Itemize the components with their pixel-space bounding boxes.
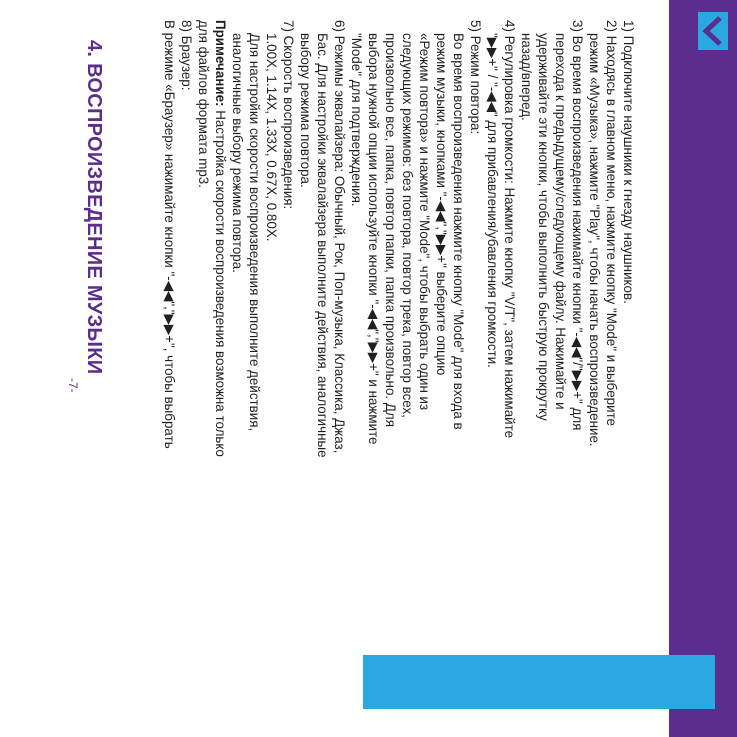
footer-band (669, 0, 737, 737)
list-item: 6) Режимы эквалайзера: Обычный, Рок, Поп-музыка, Классика, Джаз, (332, 20, 347, 454)
list-item: В режиме «Браузер» нажимайте кнопки "-◀◀","▶▶+", чтобы выбрать (162, 20, 177, 449)
list-item: "Mode" для подтверждения. (349, 33, 364, 207)
list-item: 7) Скорость воспроизведения: (281, 20, 296, 210)
list-item: удерживайте эти кнопки, чтобы выполнить быструю прокрутку (536, 33, 551, 421)
note-text: Настройка скорости воспроизведения возможна только (213, 106, 228, 457)
page-title: 4. ВОСПРОИЗВЕДЕНИЕ МУЗЫКИ (83, 40, 105, 375)
list-item: перехода к предыдущему/следующему файлу. Нажимайте и (553, 33, 568, 410)
list-item: 1) Подключите наушники к гнезду наушников. (621, 20, 636, 304)
list-item: режим «Музыка», нажмите "Play", чтобы начать воспроизведение. (587, 33, 602, 447)
list-item: следующих режимов: без повтора, повтор трека, повтор всех, (400, 33, 415, 418)
list-item: выбора нужной опции используйте кнопки "-◀◀","▶▶+" и нажмите (366, 33, 381, 445)
list-item: 4) Регулировка громкости: Нажмите кнопку "V/T", затем нажимайте (502, 20, 517, 439)
chevron-down-icon (698, 12, 728, 50)
list-item: Для настройки скорости воспроизведения выполните действия, (247, 33, 262, 432)
list-item: 3) Во время воспроизведения нажимайте кнопки "-◀◀"/"▶▶+" для (570, 20, 585, 431)
list-item: 5) Режим повтора: (468, 20, 483, 135)
list-item: 1.00X, 1.14X, 1.33X, 0.67X, 0.80X. (264, 33, 279, 242)
list-item: "▶▶+" / "-◀◀" для прибавления/убавления громкости. (485, 33, 500, 368)
note (212, 20, 229, 457)
list-item: Бас. Для настройки эквалайзера выполните действия, аналогичные (315, 33, 330, 458)
list-item: 2) Находясь в главном меню, нажмите кнопку "Mode" и выберите (604, 20, 619, 426)
list-item: назад/вперед. (519, 33, 534, 121)
accent-bar (363, 655, 715, 709)
list-item: произвольно все, папка, повтор папки, папка произвольно. Для (383, 33, 398, 427)
list-item: Во время воспроизведения нажмите кнопку "Mode" для входа в (451, 33, 466, 430)
list-item: аналогичные выбору режима повтора. (230, 33, 245, 273)
list-item: 8) Браузер: (179, 20, 194, 91)
list-item: выбору режима повтора. (298, 33, 313, 188)
list-item: «Режим повтора» и нажмите "Mode", чтобы выбрать один из (417, 33, 432, 411)
list-item: режим музыки, кнопками "-◀◀","▶▶+" выберите опцию (434, 33, 449, 376)
note-continued: для файлов формата mp3. (196, 20, 211, 188)
note-label: Примечание: (213, 20, 228, 107)
page-number: -7- (66, 378, 80, 393)
